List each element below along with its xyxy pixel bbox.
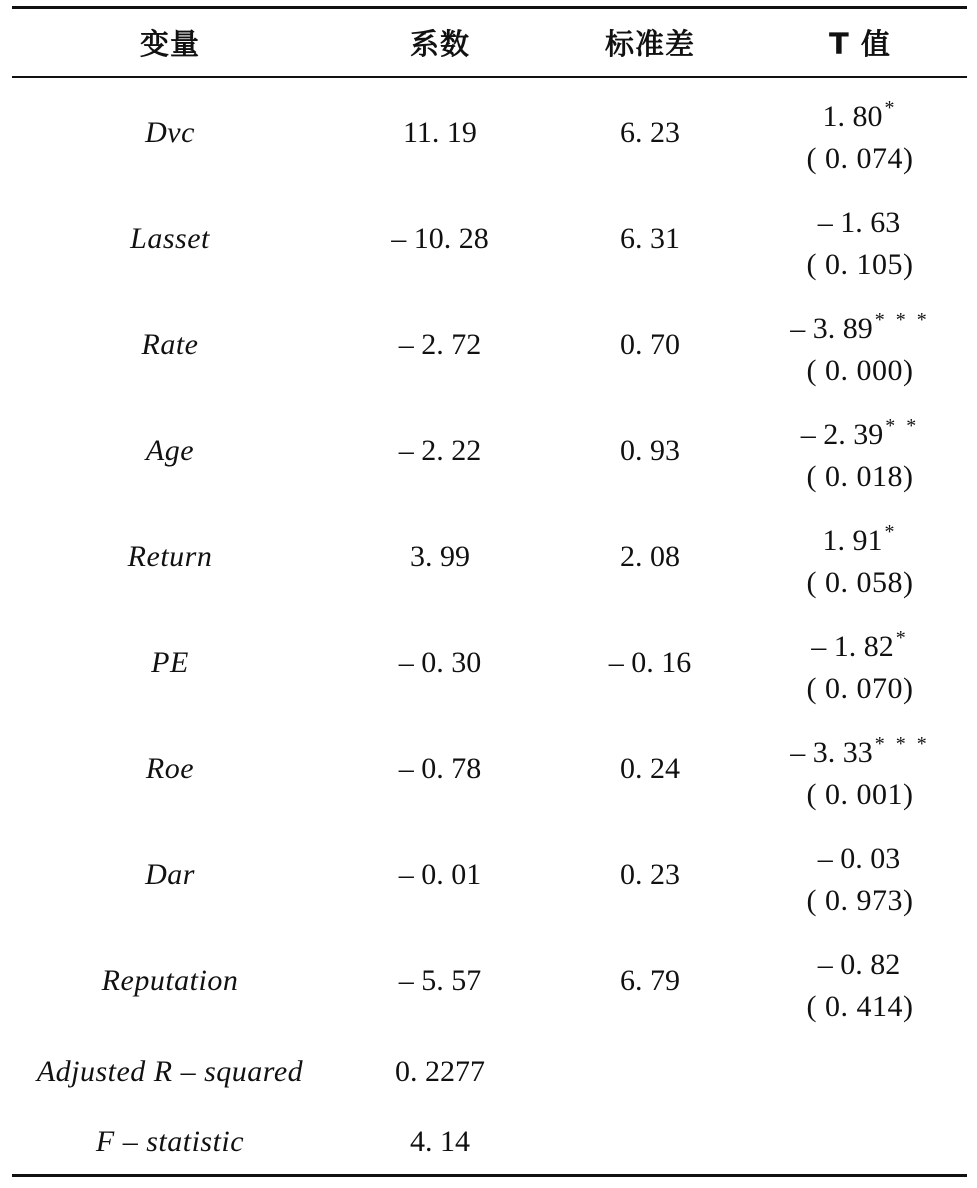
coefficient-value: 3. 99 [410, 540, 470, 573]
header-coefficient: 系数 [409, 27, 470, 61]
variable-name: PE [151, 646, 189, 679]
variable-name: Reputation [101, 964, 239, 997]
summary-label: F – statistic [95, 1125, 245, 1158]
header-variable: 变量 [139, 27, 200, 61]
significance-stars: * [884, 520, 898, 543]
t-statistic: – 1. 63 [817, 205, 901, 239]
coefficient-value: – 0. 30 [398, 646, 482, 679]
t-statistic: – 3. 33 [790, 735, 873, 769]
variable-name: Age [145, 434, 195, 467]
summary-row [0, 1042, 977, 1102]
t-statistic-line [818, 193, 903, 244]
table-row [0, 292, 977, 398]
t-statistic: 1. 91 [822, 523, 883, 557]
coefficient-value: – 10. 28 [391, 222, 489, 255]
t-statistic-line [801, 405, 920, 456]
t-value-cell [755, 504, 965, 610]
significance-stars: * [895, 626, 909, 649]
coefficient-value: – 2. 72 [398, 328, 482, 361]
t-statistic: – 1. 82 [811, 629, 894, 663]
significance-stars: * * * [874, 732, 930, 755]
variable-name: Dar [145, 858, 195, 891]
table-row [0, 716, 977, 822]
p-value: ( 0. 070) [806, 671, 914, 705]
t-statistic: 1. 80 [822, 99, 883, 133]
coefficient-value: – 0. 01 [398, 858, 482, 891]
header-t-value: T 值 [829, 27, 891, 61]
t-statistic-line [818, 935, 903, 986]
standard-error-value: 0. 24 [620, 752, 680, 785]
variable-name: Rate [141, 328, 199, 361]
t-statistic: – 2. 39 [800, 417, 884, 451]
p-value: ( 0. 414) [806, 989, 914, 1023]
summary-label: Adjusted R – squared [36, 1055, 304, 1088]
coefficient-value: – 2. 22 [398, 434, 482, 467]
standard-error-value: 0. 70 [620, 328, 680, 361]
t-statistic-line [823, 87, 898, 138]
standard-error-value: 0. 23 [620, 858, 680, 891]
p-value: ( 0. 001) [806, 777, 914, 811]
p-value: ( 0. 018) [806, 459, 914, 493]
variable-name: Lasset [130, 222, 210, 255]
standard-error-value: 0. 93 [620, 434, 680, 467]
t-statistic-line [818, 829, 903, 880]
standard-error-value: 6. 79 [620, 964, 680, 997]
table-row [0, 928, 977, 1034]
standard-error-value: 2. 08 [620, 540, 680, 573]
significance-stars: * [884, 96, 898, 119]
table-row [0, 610, 977, 716]
variable-name: Roe [145, 752, 195, 785]
variable-name: Dvc [145, 116, 195, 149]
coefficient-value: 11. 19 [403, 116, 477, 149]
significance-stars: * * [885, 414, 920, 437]
p-value: ( 0. 105) [806, 247, 914, 281]
t-statistic: – 3. 89 [790, 311, 873, 345]
variable-name: Return [127, 540, 213, 573]
standard-error-value: 6. 31 [620, 222, 680, 255]
table-top-rule [12, 6, 967, 9]
p-value: ( 0. 058) [806, 565, 914, 599]
summary-value: 4. 14 [410, 1125, 470, 1158]
t-statistic: – 0. 82 [817, 947, 901, 981]
t-value-cell [755, 80, 965, 186]
coefficient-value: – 0. 78 [398, 752, 482, 785]
t-value-cell [755, 398, 965, 504]
t-statistic-line [811, 617, 909, 668]
coefficient-value: – 5. 57 [398, 964, 482, 997]
t-value-cell [755, 928, 965, 1034]
table-header-rule [12, 76, 967, 78]
table-row [0, 822, 977, 928]
t-statistic-line [790, 299, 930, 350]
p-value: ( 0. 074) [806, 141, 914, 175]
header-standard-error: 标准差 [604, 27, 695, 61]
t-value-cell [755, 292, 965, 398]
table-row [0, 186, 977, 292]
t-value-cell [755, 716, 965, 822]
table-row [0, 80, 977, 186]
significance-stars: * * * [874, 308, 930, 331]
summary-row [0, 1112, 977, 1172]
standard-error-value: 6. 23 [620, 116, 680, 149]
table-row [0, 504, 977, 610]
p-value: ( 0. 973) [806, 883, 914, 917]
standard-error-value: – 0. 16 [608, 646, 692, 679]
t-value-cell [755, 186, 965, 292]
table-bottom-rule [12, 1174, 967, 1177]
t-statistic-line [790, 723, 930, 774]
table-row [0, 398, 977, 504]
summary-value: 0. 2277 [395, 1055, 485, 1088]
t-statistic-line [823, 511, 898, 562]
t-statistic: – 0. 03 [817, 841, 901, 875]
p-value: ( 0. 000) [806, 353, 914, 387]
t-value-cell [755, 822, 965, 928]
t-value-cell [755, 610, 965, 716]
